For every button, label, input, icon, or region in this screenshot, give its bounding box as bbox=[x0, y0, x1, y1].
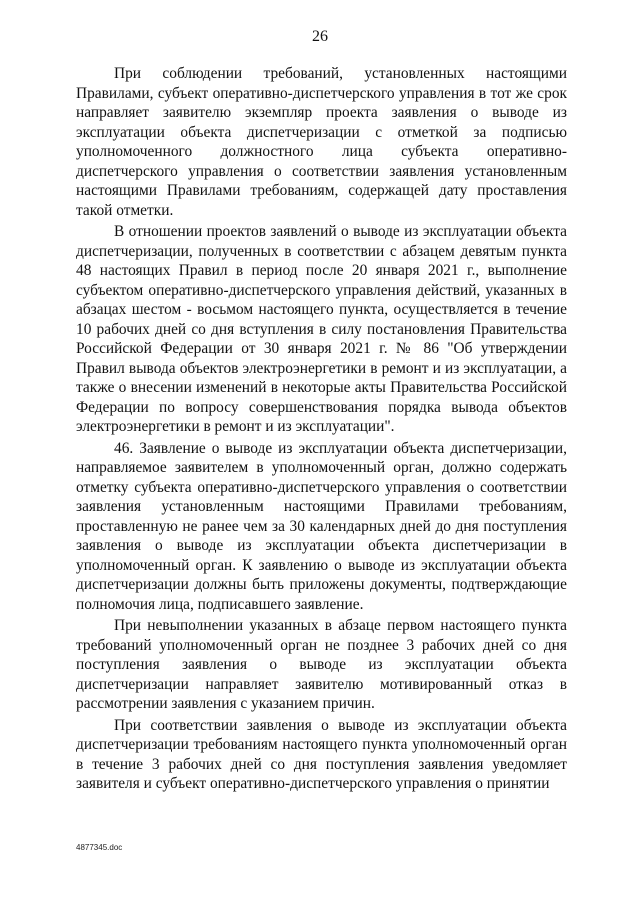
paragraph-clause-46: 46. Заявление о выводе из эксплуатации объекта диспетчеризации, направляемое заявителем в уполномоченный орган, должно содержать отметку субъекта оперативно-диспетчерского управления о соответствии заявления установленным настоящими Правилами требованиям, проставленную не ранее чем за 30 календарных дней до дня поступления заявления о выводе из эксплуатации объекта диспетчеризации в уполномоченный орган. К заявлению о выводе из эксплуатации объекта диспетчеризации должны быть приложены документы, подтверждающие полномочия лица, подписавшего заявление. bbox=[76, 439, 567, 613]
paragraph-compliance-notice: При соответствии заявления о выводе из эксплуатации объекта диспетчеризации требованиям настоящего пункта уполномоченный орган в течение 3 рабочих дней со дня поступления заявления уведомляет заявителя и субъект оперативно-диспетчерского управления о принятии bbox=[76, 716, 567, 792]
document-body bbox=[76, 64, 567, 794]
document-file-id: 4877345.doc bbox=[76, 843, 123, 852]
paragraph-transitional-provision: В отношении проектов заявлений о выводе из эксплуатации объекта диспетчеризации, полученных в соответствии с абзацем девятым пункта 48 настоящих Правил в период после 20 января 2021 г., выполнение субъектом оперативно-диспетчерского управления действий, указанных в абзацах шестом - восьмом настоящего пункта, осуществляется в течение 10 рабочих дней со дня вступления в силу постановления Правительства Российской Федерации от 30 января 2021 г. № 86 "Об утверждении Правил вывода объектов электроэнергетики в ремонт и из эксплуатации, а также о внесении изменений в некоторые акты Правительства Российской Федерации по вопросу совершенствования порядка вывода объектов электроэнергетики в ремонт и из эксплуатации". bbox=[76, 223, 567, 435]
page-number: 26 bbox=[312, 28, 328, 45]
paragraph-refusal: При невыполнении указанных в абзаце первом настоящего пункта требований уполномоченный орган не позднее 3 рабочих дней со дня поступления заявления о выводе из эксплуатации объекта диспетчеризации направляет заявителю мотивированный отказ в рассмотрении заявления с указанием причин. bbox=[76, 617, 567, 712]
paragraph-approval-mark: При соблюдении требований, установленных настоящими Правилами, субъект оперативно-диспетчерского управления в тот же срок направляет заявителю экземпляр проекта заявления о выводе из эксплуатации объекта диспетчеризации с отметкой за подписью уполномоченного должностного лица субъекта оперативно-диспетчерского управления о соответствии заявления установленным настоящими Правилами требованиям, содержащей дату проставления такой отметки. bbox=[76, 65, 567, 219]
